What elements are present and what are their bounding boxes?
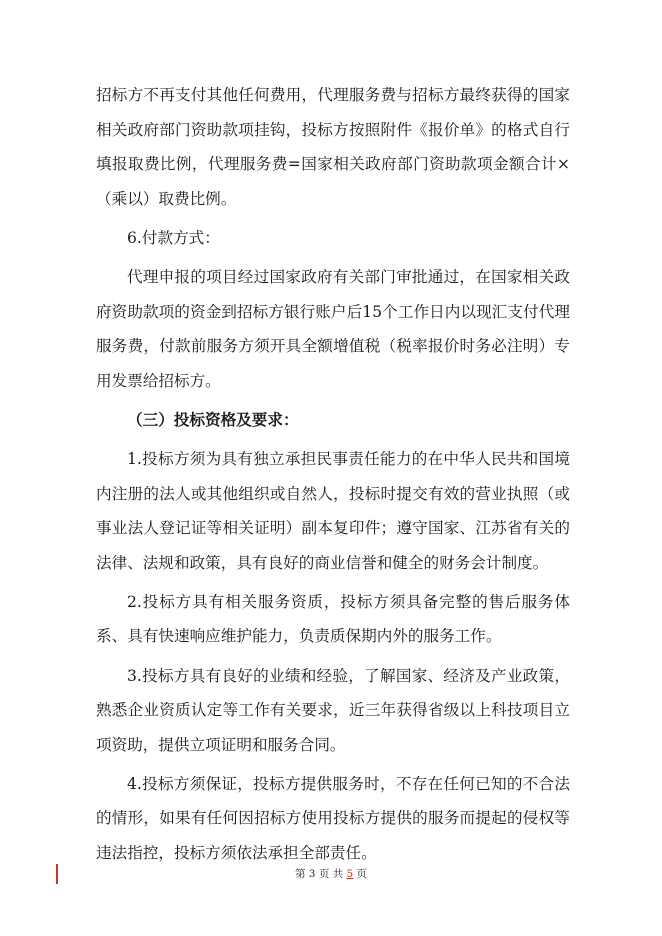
paragraph-qualification-3: 3.投标方具有良好的业绩和经验，了解国家、经济及产业政策，熟悉企业资质认定等工作有关要求，近三年获得省级以上科技项目立项资助，提供立项证明和服务合同。 — [96, 666, 570, 754]
paragraph-payment-method: 代理申报的项目经过国家政府有关部门审批通过，在国家相关政府资助款项的资金到招标方银行账户后15个工作日内以现汇支付代理服务费，付款前服务方须开具全额增值税（税率报价时务必注明）专用发票给招标方。 — [96, 267, 570, 390]
footer-suffix: 页 — [356, 868, 368, 880]
page-footer — [0, 866, 662, 881]
footer-middle: 页 共 — [318, 868, 344, 880]
paragraph-qualification-4: 4.投标方须保证，投标方提供服务时，不存在任何已知的不合法的情形，如果有任何因招标方使用投标方提供的服务而提起的侵权等违法指控，投标方须依法承担全部责任。 — [96, 774, 570, 862]
paragraph-qualification-2: 2.投标方具有相关服务资质，投标方须具备完整的售后服务体系、具有快速响应维护能力，负责质保期内外的服务工作。 — [96, 592, 570, 646]
footer-current-page: 3 — [308, 868, 316, 880]
paragraph-fee-terms: 招标方不再支付其他任何费用，代理服务费与招标方最终获得的国家相关政府部门资助款项挂钩，投标方按照附件《报价单》的格式自行填报取费比例，代理服务费=国家相关政府部门资助款项金额合计×（乘以）取费比例。 — [96, 86, 570, 208]
footer-prefix: 第 — [294, 868, 306, 880]
footer-total-pages: 5 — [346, 868, 354, 880]
paragraph-qualification-1: 1.投标方须为具有独立承担民事责任能力的在中华人民共和国境内注册的法人或其他组织或自然人，投标时提交有效的营业执照（或事业法人登记证等相关证明）副本复印件；遵守国家、江苏省有关的法律、法规和政策，具有良好的商业信誉和健全的财务会计制度。 — [96, 449, 570, 572]
document-body — [96, 78, 570, 875]
paragraph-payment-heading: 6.付款方式： — [127, 228, 220, 247]
section-heading-qualifications: （三）投标资格及要求： — [127, 409, 299, 429]
